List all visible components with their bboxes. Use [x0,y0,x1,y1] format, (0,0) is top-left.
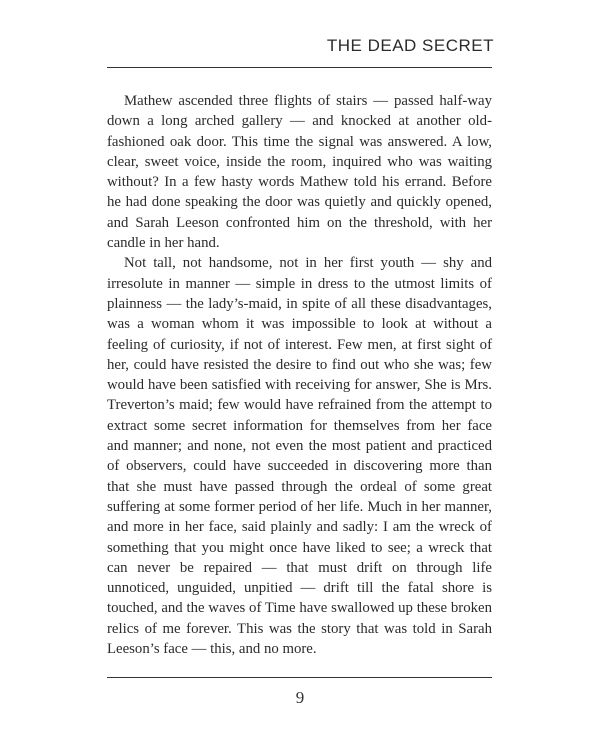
paragraph: Not tall, not handsome, not in her first youth — shy and irresolute in manner — simple in dress to the utmost limits of plainness — the lady’s-maid, in spite of all these disadvantages, was a woman whom it was impossible to look at without a feeling of curiosity, if not of interest. Few men, at first sight of her, could have resisted the desire to find out who she was; few would have been satisfied with receiving for answer, She is Mrs. Treverton’s maid; few would have refrained from the attempt to extract some secret information for themselves from her face and manner; and none, not even the most patient and practiced of observers, could have succeeded in discovering more than that she must have passed through the ordeal of some great suffering at some former period of her life. Much in her manner, and more in her face, said plainly and sadly: I am the wreck of something that you might once have liked to see; a wreck that can never be repaired — that must drift on through life unnoticed, unguided, unpitied — drift till the fatal shore is touched, and the waves of Time have swallowed up these broken relics of me forever. This was the story that was told in Sarah Leeson’s face — this, and no more. [107,255,492,658]
page-number: 9 [295,688,305,707]
body-text [107,91,492,659]
footer-rule [107,677,492,678]
header-rule [107,67,492,68]
running-title: THE DEAD SECRET [326,36,494,55]
paragraph: Mathew ascended three flights of stairs — passed half-way down a long arched gallery — and knocked at another old-fashioned oak door. This time the signal was answered. A low, clear, sweet voice, inside the room, inquired who was waiting without? In a few hasty words Mathew told his errand. Before he had done speaking the door was quietly and quickly opened, and Sarah Leeson confronted him on the threshold, with her candle in her hand. [107,93,492,252]
